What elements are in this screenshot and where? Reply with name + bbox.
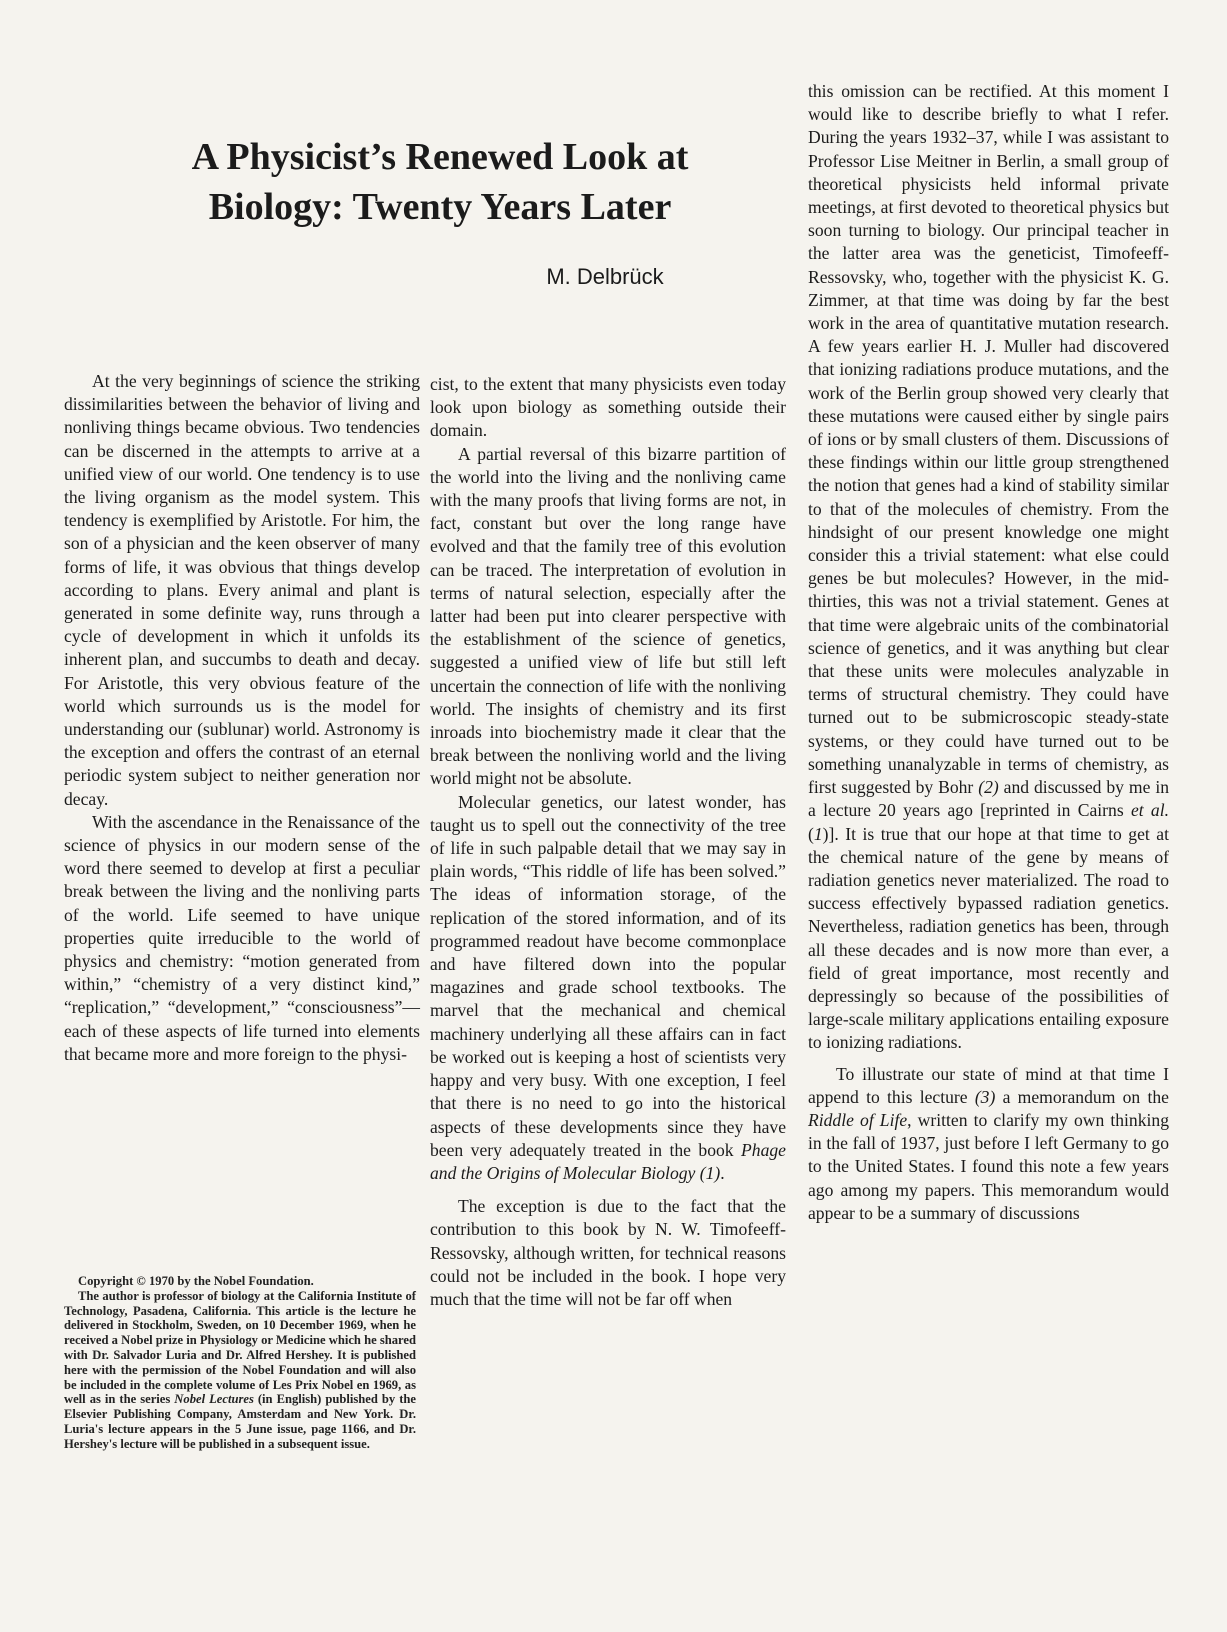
paragraph	[808, 1063, 1169, 1225]
paragraph	[808, 80, 1169, 1055]
paragraph-text: , written to clarify my own thinking in the fall of 1937, just before I left Germany to go to the United States. I found this note a few years ago among my papers. This memorandum would appear to be a summary of discussions	[808, 1109, 1169, 1223]
paragraph-text: this omission can be rectified. At this moment I would like to describe briefly to what I refer. During the years 1932–37, while I was assistant to Professor Lise Meitner in Berlin, a small group of theoretical physicists held informal private meetings, at first devoted to theoretical physics but soon turning to biology. Our principal teacher in the latter area was the geneticist, Timofeeff-Ressovsky, who, together with the physicist K. G. Zimmer, at that time was doing by far the best work in the area of quantitative mutation research. A few years earlier H. J. Muller had discovered that ionizing radiations produce mutations, and the work of the Berlin group showed very clearly that these mutations were caused either by single pairs of ions or by small clusters of them. Discussions of these findings within our little group strengthened the notion that genes had a kind of stability similar to that of the molecules of chemistry. From the hindsight of our present knowledge one might consider this a trivial statement: what else could genes be but molecules? However, in the mid-thirties, this was not a trivial statement. Genes at that time were algebraic units of the combinatorial science of genetics, and it was anything but clear that these units were molecules analyzable in terms of structural chemistry. They could have turned out to be submicroscopic steady-state systems, or they could have turned out to be something unanalyzable in terms of chemistry, as first suggested by Bohr	[808, 81, 1169, 798]
paragraph: With the ascendance in the Renaissance of the science of physics in our modern sense of the word there seemed to develop at first a peculiar break between the living and the nonliving parts of the world. Life seemed to have unique properties quite irreducible to the world of physics and chemistry: “motion generated from within,” “chemistry of a very distinct kind,” “replication,” “development,” “consciousness”—each of these aspects of life turned into elements that became more and more foreign to the physi-	[64, 811, 420, 1064]
paragraph-text: )]. It is true that our hope at that time to get at the chemical nature of the gene by means of radiation genetics never materialized. The road to success effectively bypassed radiation genetics. Nevertheless, radiation genetics has been, through all these decades and is now more than ever, a field of great importance, most recently and depressingly so because of the possibilities of large-scale military applications entailing exposure to ionizing radiations.	[808, 823, 1169, 1053]
paragraph-text: (	[808, 823, 814, 844]
author-note-text: The author is professor of biology at the California Institute of Technology, Pasadena, California. This article is the lecture he delivered in Stockholm, Sweden, on 10 December 1969, when he received a Nobel prize in Physiology or Medicine which he shared with Dr. Salvador Luria and Dr. Alfred Hershey. It is published here with the permission of the Nobel Foundation and will also be included in the complete volume of Les Prix Nobel en 1969, as well as in the series	[64, 1288, 416, 1407]
paragraph-text: and discussed by me in a lecture 20 years ago [reprinted in Cairns	[808, 777, 1170, 821]
reference-marker[interactable]: (1)	[699, 1162, 721, 1183]
series-title: Nobel Lectures	[174, 1392, 254, 1407]
paragraph: A partial reversal of this bizarre partition of the world into the living and the nonliving came with the many proofs that living forms are not, in fact, constant but over the long range have evolved and that the family tree of this evolution can be traced. The interpretation of evolution in terms of natural selection, especially after the latter had been put into clearer perspective with the establishment of the science of genetics, suggested a unified view of life but still left uncertain the connection of life with the nonliving world. The insights of chemistry and its first inroads into biochemistry made it clear that the break between the nonliving world and the living world might not be absolute.	[430, 443, 786, 789]
paragraph-text: a memorandum on the	[995, 1086, 1169, 1107]
paragraph: cist, to the extent that many physicists even today look upon biology as something outside their domain.	[430, 374, 786, 441]
paragraph: At the very beginnings of science the striking dissimilarities between the behavior of living and nonliving things became obvious. Two tendencies can be discerned in the attempts to arrive at a unified view of our world. One tendency is to use the living organism as the model system. This tendency is exemplified by Aristotle. For him, the son of a physician and the keen observer of many forms of life, it was obvious that things develop according to plans. Every animal and plant is generated in some definite way, runs through a cycle of development in which it unfolds its inherent plan, and succumbs to death and decay. For Aristotle, this very obvious feature of the world which surrounds us is the model for understanding our (sublunar) world. Astronomy is the exception and offers the contrast of an eternal periodic system subject to neither generation nor decay.	[64, 371, 420, 809]
column-3	[808, 80, 1169, 1225]
title-line-1: A Physicist’s Renewed Look at	[191, 136, 689, 178]
reference-marker[interactable]: 1	[813, 823, 823, 844]
title-line-2: Biology: Twenty Years Later	[208, 186, 672, 228]
column-2	[430, 373, 786, 1311]
copyright-line: Copyright © 1970 by the Nobel Foundation.	[78, 1274, 314, 1288]
reference-marker[interactable]: (3)	[974, 1086, 996, 1107]
footnote	[64, 1274, 416, 1452]
article-title	[140, 132, 740, 232]
author-note	[64, 1289, 416, 1452]
paragraph-text: .	[720, 1162, 725, 1183]
et-al: et al.	[1130, 800, 1170, 821]
column-1	[64, 370, 420, 1066]
author-name: M. Delbrück	[546, 264, 664, 289]
memorandum-title: Riddle of Life	[808, 1109, 908, 1130]
paragraph-text: Molecular genetics, our latest wonder, has taught us to spell out the connectivity of the tree of life in such palpable detail that we may say in plain words, “This riddle of life has been solved.” The ideas of information storage, of the replication of the stored information, and of its programmed readout have become commonplace and have filtered down into the popular magazines and grade school textbooks. The marvel that the mechanical and chemical machinery underlying all these affairs can in fact be worked out is keeping a host of scientists very happy and very busy. With one exception, I feel that there is no need to go into the historical aspects of these developments since they have been very adequately treated in the book	[430, 791, 786, 1160]
paragraph-text: To illustrate our state of mind at that time I append to this lecture	[808, 1063, 1169, 1107]
book-title: Phage and the Origins of Molecular Biology	[430, 1139, 786, 1183]
author-note-text: (in English) published by the Elsevier Publishing Company, Amsterdam and New York. Dr. Luria's lecture appears in the 5 June issue, page 1166, and Dr. Hershey's lecture will be published in a subsequent issue.	[64, 1392, 416, 1451]
paragraph	[430, 791, 786, 1185]
paragraph: The exception is due to the fact that the contribution to this book by N. W. Timofeeff-Ressovsky, although written, for technical reasons could not be included in the book. I hope very much that the time will not be far off when	[430, 1196, 786, 1309]
reference-marker[interactable]: (2)	[978, 777, 999, 798]
